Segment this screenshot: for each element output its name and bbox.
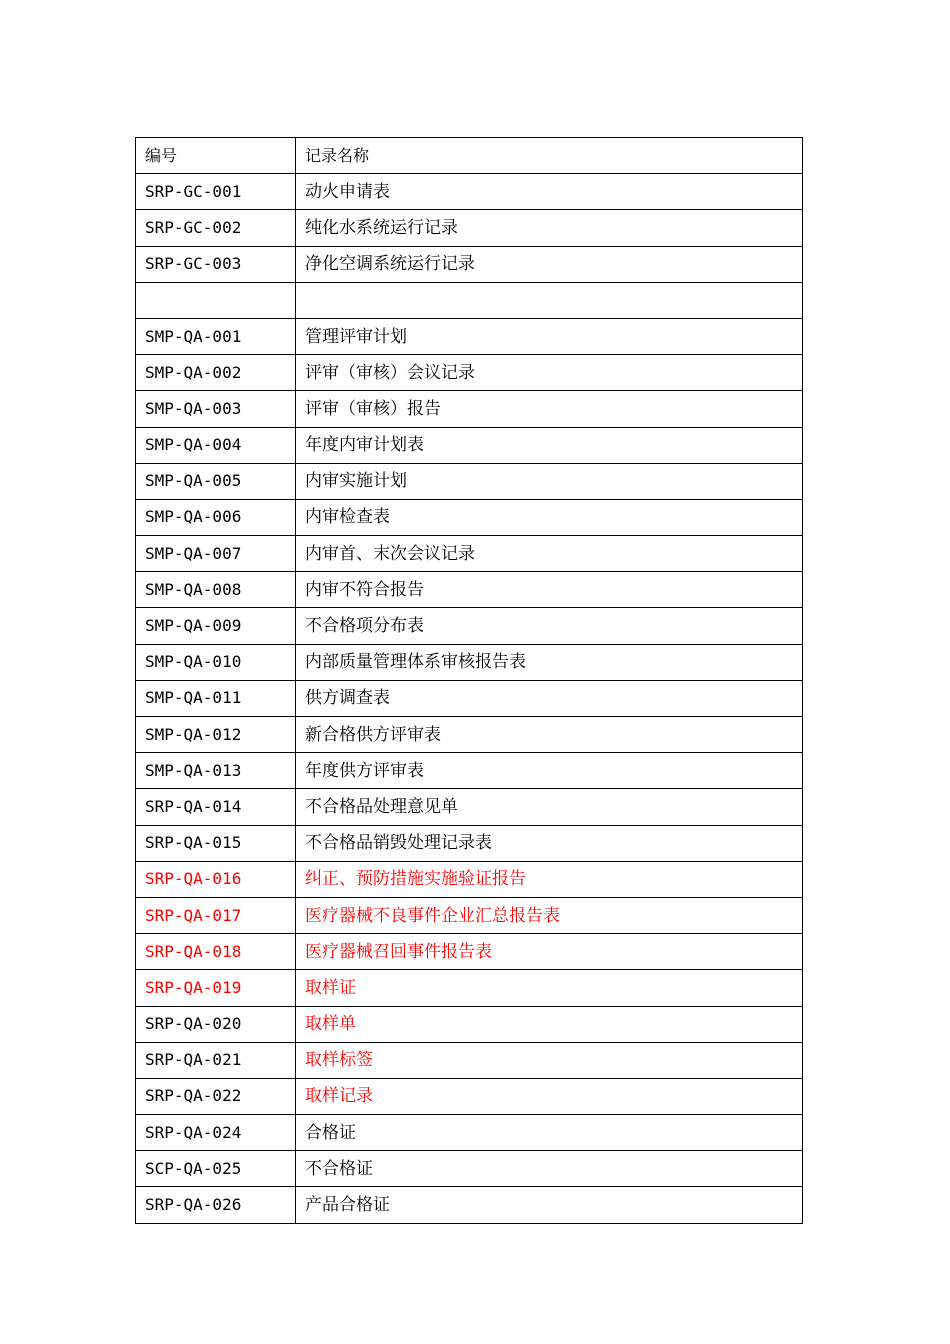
table-row	[136, 789, 803, 825]
table-row	[136, 970, 803, 1006]
table-row	[136, 608, 803, 644]
record-code: SRP-QA-018	[136, 934, 296, 970]
record-name: 合格证	[296, 1115, 803, 1151]
record-name: 取样记录	[296, 1078, 803, 1114]
record-code: SRP-QA-014	[136, 789, 296, 825]
record-name: 管理评审计划	[296, 318, 803, 354]
record-name: 医疗器械召回事件报告表	[296, 934, 803, 970]
record-name: 供方调查表	[296, 680, 803, 716]
record-code: SMP-QA-004	[136, 427, 296, 463]
record-code: SMP-QA-003	[136, 391, 296, 427]
record-table	[135, 137, 803, 1224]
record-code: SMP-QA-005	[136, 463, 296, 499]
record-name: 新合格供方评审表	[296, 717, 803, 753]
record-code: SMP-QA-008	[136, 572, 296, 608]
record-name: 不合格品处理意见单	[296, 789, 803, 825]
record-name: 动火申请表	[296, 174, 803, 210]
record-code: SMP-QA-002	[136, 355, 296, 391]
table-row	[136, 1151, 803, 1187]
record-name: 不合格品销毁处理记录表	[296, 825, 803, 861]
table-row	[136, 318, 803, 354]
table-row	[136, 391, 803, 427]
record-code: SRP-QA-017	[136, 897, 296, 933]
table-row	[136, 427, 803, 463]
table-row	[136, 680, 803, 716]
record-name: 内审不符合报告	[296, 572, 803, 608]
record-name: 年度供方评审表	[296, 753, 803, 789]
record-name: 不合格项分布表	[296, 608, 803, 644]
record-name: 年度内审计划表	[296, 427, 803, 463]
record-code: SRP-QA-026	[136, 1187, 296, 1223]
record-code	[136, 282, 296, 318]
record-code: SRP-QA-019	[136, 970, 296, 1006]
record-code: SMP-QA-013	[136, 753, 296, 789]
record-name: 内部质量管理体系审核报告表	[296, 644, 803, 680]
header-code: 编号	[136, 138, 296, 174]
record-code: SRP-QA-015	[136, 825, 296, 861]
table-row	[136, 246, 803, 282]
record-code: SMP-QA-009	[136, 608, 296, 644]
table-row	[136, 282, 803, 318]
record-code: SCP-QA-025	[136, 1151, 296, 1187]
table-row	[136, 1006, 803, 1042]
record-name: 取样证	[296, 970, 803, 1006]
header-name: 记录名称	[296, 138, 803, 174]
table-row	[136, 861, 803, 897]
record-name: 评审（审核）会议记录	[296, 355, 803, 391]
table-row	[136, 644, 803, 680]
table-row	[136, 717, 803, 753]
record-name: 产品合格证	[296, 1187, 803, 1223]
table-row	[136, 1115, 803, 1151]
table-row	[136, 572, 803, 608]
record-code: SRP-QA-020	[136, 1006, 296, 1042]
record-name: 内审首、末次会议记录	[296, 536, 803, 572]
table-row	[136, 536, 803, 572]
record-code: SMP-QA-006	[136, 499, 296, 535]
record-table-body	[136, 138, 803, 1224]
table-row	[136, 825, 803, 861]
table-row	[136, 174, 803, 210]
record-code: SMP-QA-001	[136, 318, 296, 354]
record-code: SRP-GC-002	[136, 210, 296, 246]
table-row	[136, 1187, 803, 1223]
record-name: 取样标签	[296, 1042, 803, 1078]
table-row	[136, 463, 803, 499]
record-code: SMP-QA-007	[136, 536, 296, 572]
table-row	[136, 1042, 803, 1078]
record-name: 内审实施计划	[296, 463, 803, 499]
record-code: SMP-QA-011	[136, 680, 296, 716]
table-row	[136, 1078, 803, 1114]
record-name: 不合格证	[296, 1151, 803, 1187]
record-code: SRP-QA-024	[136, 1115, 296, 1151]
table-row	[136, 499, 803, 535]
record-name	[296, 282, 803, 318]
table-row	[136, 934, 803, 970]
record-code: SRP-QA-021	[136, 1042, 296, 1078]
record-code: SRP-QA-022	[136, 1078, 296, 1114]
table-row	[136, 210, 803, 246]
table-row	[136, 355, 803, 391]
table-row	[136, 753, 803, 789]
record-name: 纠正、预防措施实施验证报告	[296, 861, 803, 897]
record-code: SMP-QA-010	[136, 644, 296, 680]
record-name: 评审（审核）报告	[296, 391, 803, 427]
record-name: 内审检查表	[296, 499, 803, 535]
record-name: 净化空调系统运行记录	[296, 246, 803, 282]
record-code: SMP-QA-012	[136, 717, 296, 753]
record-name: 医疗器械不良事件企业汇总报告表	[296, 897, 803, 933]
record-name: 取样单	[296, 1006, 803, 1042]
table-row	[136, 897, 803, 933]
table-header-row	[136, 138, 803, 174]
record-code: SRP-GC-003	[136, 246, 296, 282]
record-code: SRP-QA-016	[136, 861, 296, 897]
record-code: SRP-GC-001	[136, 174, 296, 210]
record-name: 纯化水系统运行记录	[296, 210, 803, 246]
